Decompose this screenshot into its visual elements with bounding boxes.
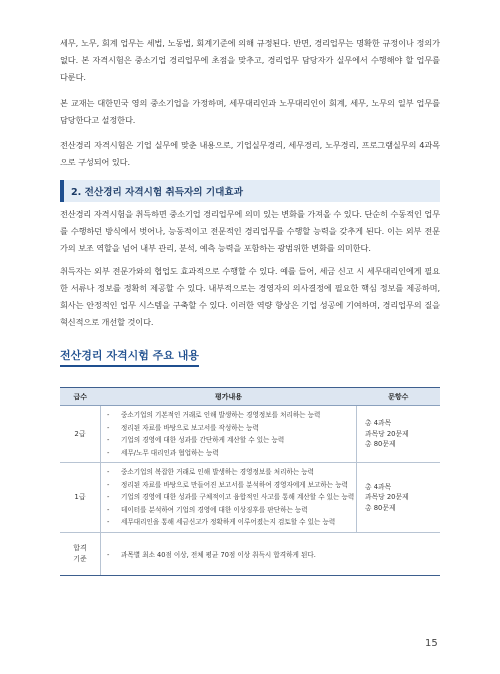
content-item: - 세무/노무 대리인과 협업하는 능력 (107, 448, 219, 457)
grade-cell: 1급 (60, 463, 101, 533)
content-item: - 정리된 자료를 바탕으로 보고서를 작성하는 능력 (107, 423, 259, 432)
header-content: 평가내용 (101, 388, 357, 406)
table-row-pass-criteria (60, 532, 440, 575)
exam-content-table (60, 387, 440, 576)
paragraph-5: 취득자는 외부 전문가와의 협업도 효과적으로 수행할 수 있다. 예를 들어, 세금 신고 시 세무대리인에게 필요한 서류나 정보를 정확히 제공할 수 있다. 내부적으로는 경영자의 의사결정에 필요한 핵심 정보를 제공하며, 회사는 안정적인 업무 시스템을 구축할 수 있다. 이러한 역량 향상은 기업 성공에 기여하며, 경리업무의 질을 혁신적으로 개선할 것이다. (60, 266, 440, 327)
content-item: - 세무대리인을 통해 세금신고가 정확하게 이루어졌는지 검토할 수 있는 능력 (107, 518, 336, 526)
content-item: - 기업의 경영에 대한 성과를 구체적이고 융합적인 사고를 통해 계산할 수 있는 능력 (107, 493, 355, 501)
paragraph-3: 전산경리 자격시험은 기업 실무에 맞춘 내용으로, 기업실무경리, 세무경리, 노무경리, 프로그램실무의 4과목으로 구성되어 있다. (60, 140, 440, 167)
table-header-row (60, 388, 440, 406)
content-cell (101, 406, 357, 463)
paragraph-1: 세무, 노무, 회계 업무는 세법, 노동법, 회계기준에 의해 규정된다. 반면, 경리업무는 명확한 규정이나 정의가 없다. 본 자격시험은 중소기업 경리업무에 초점을 맞추고, 경리업무 담당자가 실무에서 수행해야 할 업무를 다룬다. (60, 38, 440, 82)
content-item: - 기업의 경영에 대한 성과를 간단하게 계산할 수 있는 능력 (107, 436, 285, 444)
page-number: 15 (425, 638, 438, 649)
header-grade: 급수 (60, 388, 101, 406)
content-item: - 데이터를 분석하여 기업의 경영에 대한 이상징후를 판단하는 능력 (107, 505, 308, 514)
table-row-grade-1 (60, 463, 440, 533)
pass-criteria-text: 과목별 최소 40점 이상, 전체 평균 70점 이상 취득시 합격하게 된다. (121, 550, 316, 559)
grade-cell: 2급 (60, 406, 101, 463)
count-cell: 총 4과목 과목당 20문제 총 80문제 (357, 463, 441, 533)
content-item: - 중소기업의 기본적인 거래로 인해 발생하는 경영정보를 처리하는 능력 (107, 411, 321, 419)
pass-criteria-cell: - 과목별 최소 40점 이상, 전체 평균 70점 이상 취득시 합격하게 된다. (101, 532, 441, 575)
content-item: - 정리된 자료를 바탕으로 만들어진 보고서를 분석하여 경영자에게 보고하는 능력 (107, 480, 348, 489)
pass-label-cell: 합격 기준 (60, 532, 101, 575)
section-heading: 2. 전산경리 자격시험 취득자의 기대효과 (71, 187, 243, 198)
paragraph-2: 본 교재는 대한민국 영의 중소기업을 가정하며, 세무대리인과 노무대리인이 회계, 세무, 노무의 일부 업무를 담당한다고 설정한다. (60, 98, 440, 125)
content-item: - 중소기업의 복잡한 거래로 인해 발생하는 경영정보를 처리하는 능력 (107, 468, 315, 476)
count-cell: 총 4과목 과목당 20문제 총 80문제 (357, 406, 441, 463)
section-heading-bar (60, 180, 440, 202)
content-cell (101, 463, 357, 533)
paragraph-4: 전산경리 자격시험을 취득하면 중소기업 경리업무에 의미 있는 변화를 가져올 수 있다. 단순히 수동적인 업무를 수행하던 방식에서 벗어나, 능동적이고 전문적인 경리업무를 수행할 능력을 갖추게 된다. 이는 외부 전문가의 보조 역할을 넘어 내부 관리, 분석, 예측 능력을 포함하는 광범위한 변화를 의미한다. (60, 209, 440, 253)
table-row-grade-2 (60, 406, 440, 463)
header-count: 문항수 (357, 388, 441, 406)
table-heading: 전산경리 자격시험 주요 내용 (60, 347, 199, 367)
